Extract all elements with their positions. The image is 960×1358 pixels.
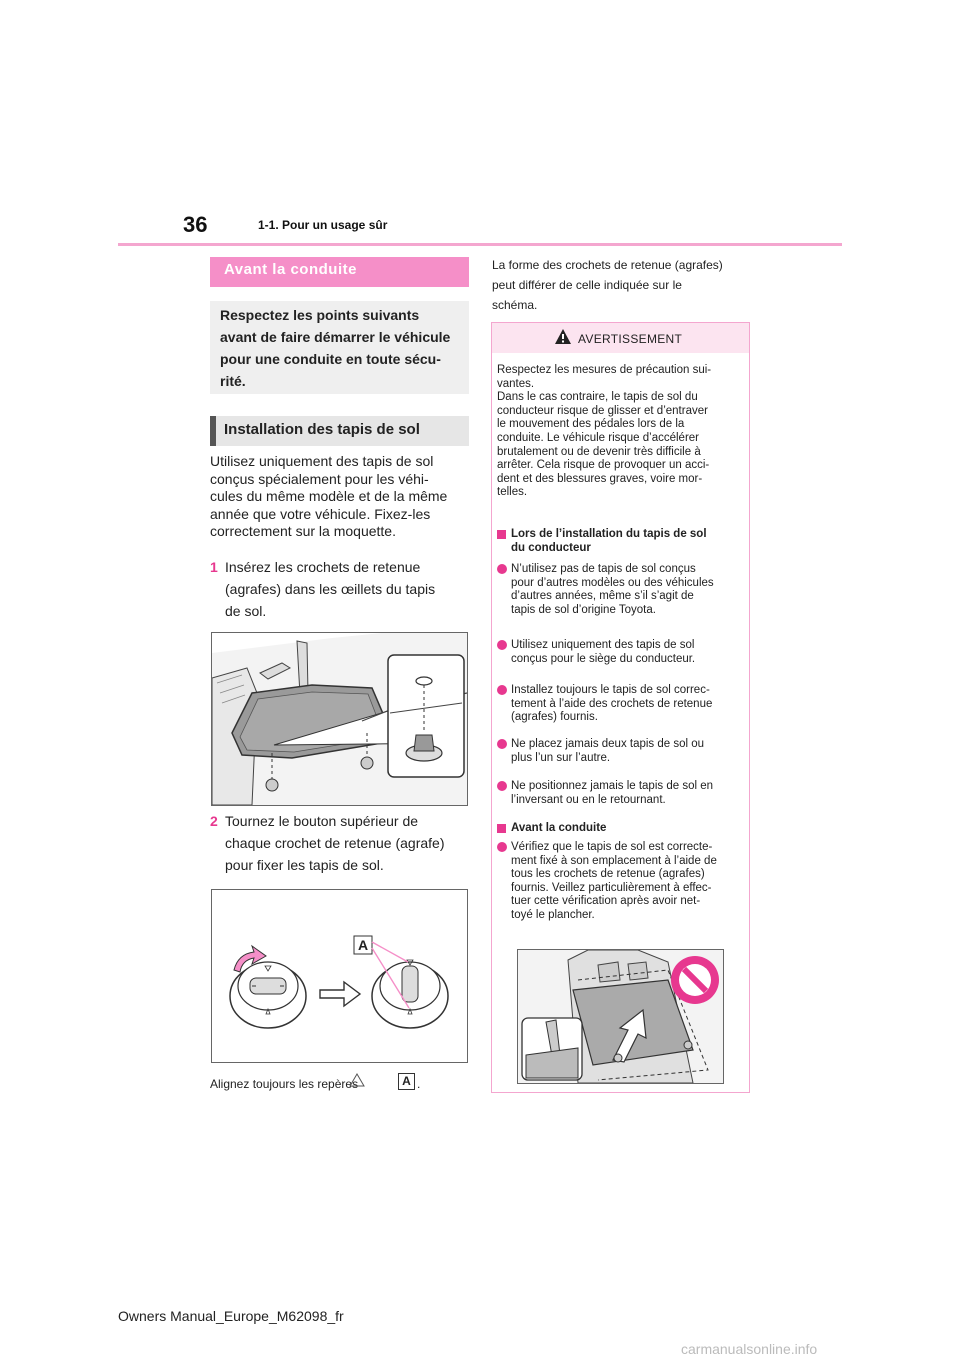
warning-intro: Respectez les mesures de précaution sui- vantes. Dans le cas contraire, le tapis de sol du conducteur risque de glisser et d’entraver le mouvement des pédales lors de la conduite. Le véhicule risque d’accélérer brutalement ou de devenir très difficile à arrêter. Cela risque de provoquer un acci- dent et des blessures graves, voire mor- telles. — [497, 364, 712, 499]
step-number: 1 — [210, 559, 218, 575]
align-note-end: . — [417, 1077, 421, 1091]
floor-mat-illustration — [212, 633, 467, 805]
para-line: année que votre véhicule. Fixez-les — [210, 505, 431, 522]
align-note — [210, 1074, 421, 1091]
figure-label-a: A — [357, 937, 369, 953]
header-rule — [118, 243, 842, 246]
bullet-icon — [497, 842, 507, 852]
step-1 — [210, 556, 472, 626]
intro-line: avant de faire démarrer le véhicule — [220, 329, 451, 345]
warning-bullet: N’utilisez pas de tapis de sol conçus pour d’autres modèles ou des véhicules d’autres années, même s’il s’agit de tapis de sol d’origine Toyota. — [497, 563, 747, 619]
misplaced-mat-illustration — [518, 950, 723, 1083]
intro-box — [210, 301, 469, 394]
square-bullet-icon — [497, 824, 506, 833]
bullet-icon — [497, 564, 507, 574]
warning-header — [492, 323, 749, 353]
subheading-avant: Avant la conduite — [497, 822, 747, 836]
intro-line: pour une conduite en toute sécu- — [220, 351, 441, 367]
warning-triangle-icon — [554, 328, 572, 346]
knob-illustration — [212, 890, 467, 1062]
bullet-icon — [497, 739, 507, 749]
step-number: 2 — [210, 813, 218, 829]
warning-title: AVERTISSEMENT — [578, 332, 683, 346]
watermark: carmanualsonline.info — [681, 1341, 818, 1357]
heading-avant-text: Avant la conduite — [224, 261, 357, 278]
heading-avant-la-conduite — [210, 257, 469, 287]
figure-floor-mat-hooks — [211, 632, 468, 806]
figure-mat-misplaced — [517, 949, 724, 1084]
label-a-box: A — [398, 1073, 415, 1090]
bullet-icon — [497, 685, 507, 695]
intro-line: Respectez les points suivants — [220, 307, 420, 323]
square-bullet-icon — [497, 530, 506, 539]
page-number: 36 — [183, 212, 208, 237]
para-line: correctement sur la moquette. — [210, 523, 396, 540]
figure-turn-knob — [211, 889, 468, 1063]
para-line: Utilisez uniquement des tapis de sol — [210, 453, 434, 469]
step-text: Tournez le bouton supérieur de chaque crochet de retenue (agrafe) pour fixer les tapis de sol. — [225, 813, 445, 873]
installation-paragraph — [210, 453, 472, 541]
triangle-marker-icon — [349, 1072, 365, 1088]
warning-bullet: Vérifiez que le tapis de sol est correcte- ment fixé à son emplacement à l’aide de tous les crochets de retenue (agrafes) fournis. Veillez particulièrement à effec- tuer cette vérification après avoir net- toyé le plancher. — [497, 841, 747, 925]
intro-text — [220, 304, 465, 392]
heading-installation-text: Installation des tapis de sol — [224, 421, 420, 438]
subheading-installation: Lors de l’installation du tapis de sol du conducteur — [497, 528, 747, 558]
bullet-icon — [497, 781, 507, 791]
para-line: cules du même modèle et de la même — [210, 488, 448, 505]
bullet-icon — [497, 640, 507, 650]
hook-shape-note: La forme des crochets de retenue (agrafes) peut différer de celle indiquée sur le schéma. — [492, 258, 723, 312]
heading-installation — [210, 416, 469, 446]
intro-line: rité. — [220, 373, 246, 389]
step-2 — [210, 810, 472, 880]
warning-bullet: Ne positionnez jamais le tapis de sol en l’inversant ou en le retournant. — [497, 780, 747, 808]
para-line: conçus spécialement pour les véhi- — [210, 470, 429, 487]
footer-text: Owners Manual_Europe_M62098_fr — [118, 1308, 344, 1324]
warning-bullet: Utilisez uniquement des tapis de sol conçus pour le siège du conducteur. — [497, 639, 747, 667]
warning-bullet: Ne placez jamais deux tapis de sol ou plus l’un sur l’autre. — [497, 738, 747, 766]
warning-bullet: Installez toujours le tapis de sol correc- tement à l’aide des crochets de retenue (agrafes) fournis. — [497, 684, 747, 726]
section-title: 1-1. Pour un usage sûr — [258, 218, 388, 232]
align-note-text: Alignez toujours les repères — [210, 1077, 359, 1091]
step-text: Insérez les crochets de retenue (agrafes) dans les œillets du tapis de sol. — [225, 559, 436, 619]
